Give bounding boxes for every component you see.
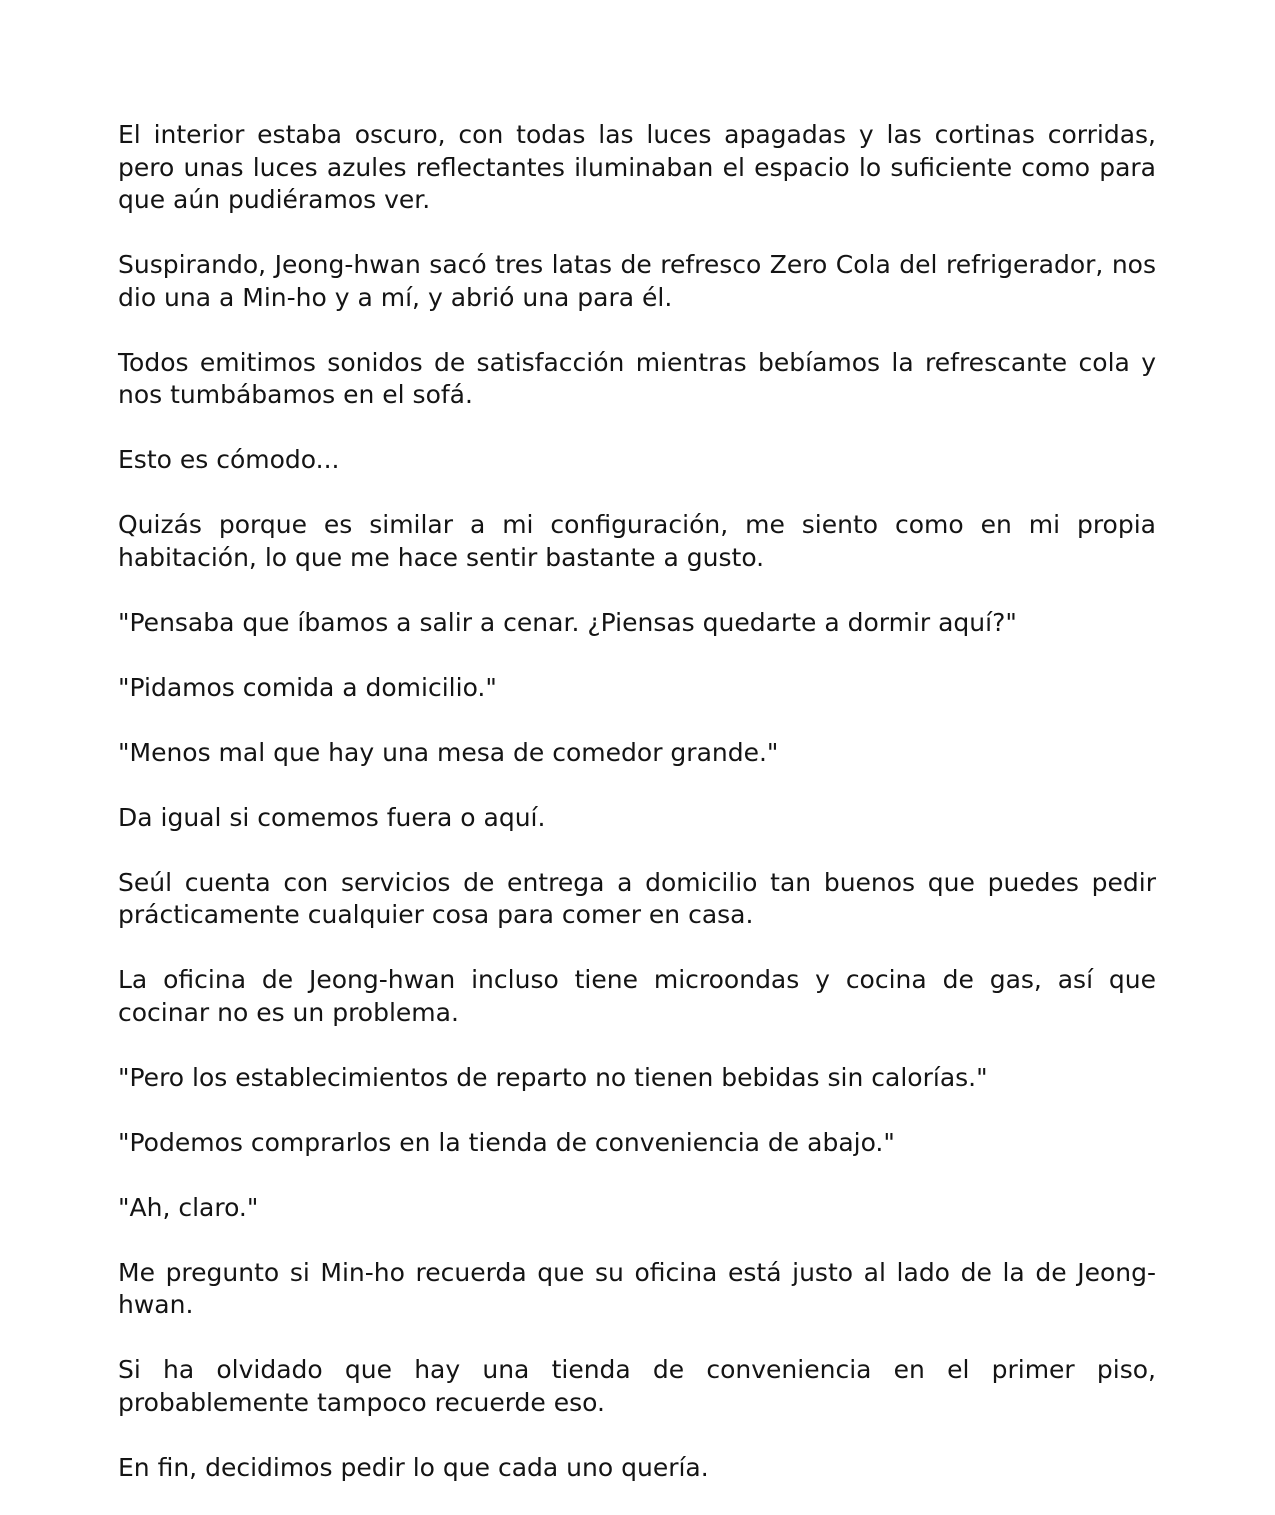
dialogue-line: "Menos mal que hay una mesa de comedor grande." bbox=[118, 737, 779, 767]
paragraph: En fin, decidimos pedir lo que cada uno quería. bbox=[118, 1452, 709, 1482]
paragraph: La oficina de Jeong-hwan incluso tiene microondas y cocina de gas, así que cocinar no es un problema. bbox=[118, 965, 1156, 1027]
dialogue-line: "Pero los establecimientos de reparto no tienen bebidas sin calorías." bbox=[118, 1062, 988, 1092]
dialogue-line: "Pensaba que íbamos a salir a cenar. ¿Piensas quedarte a dormir aquí?" bbox=[118, 607, 1017, 637]
document-page bbox=[118, 119, 1156, 1484]
dialogue-line: "Ah, claro." bbox=[118, 1192, 259, 1222]
dialogue-line: "Podemos comprarlos en la tienda de conveniencia de abajo." bbox=[118, 1127, 895, 1157]
paragraph: Me pregunto si Min-ho recuerda que su oficina está justo al lado de la de Jeong-hwan. bbox=[118, 1257, 1156, 1319]
paragraph: Esto es cómodo... bbox=[118, 445, 340, 474]
paragraph: Suspirando, Jeong-hwan sacó tres latas de refresco Zero Cola del refrigerador, nos dio una a Min-ho y a mí, y abrió una para él. bbox=[118, 250, 1156, 312]
paragraph: Seúl cuenta con servicios de entrega a domicilio tan buenos que puedes pedir prácticamente cualquier cosa para comer en casa. bbox=[118, 867, 1156, 929]
paragraph: Todos emitimos sonidos de satisfacción mientras bebíamos la refrescante cola y nos tumbábamos en el sofá. bbox=[118, 347, 1156, 409]
paragraph: Si ha olvidado que hay una tienda de conveniencia en el primer piso, probablemente tampoco recuerde eso. bbox=[118, 1355, 1156, 1417]
paragraph: Da igual si comemos fuera o aquí. bbox=[118, 802, 546, 832]
dialogue-line: "Pidamos comida a domicilio." bbox=[118, 672, 497, 702]
paragraph: Quizás porque es similar a mi configuración, me siento como en mi propia habitación, lo que me hace sentir bastante a gusto. bbox=[118, 510, 1156, 572]
paragraph: El interior estaba oscuro, con todas las luces apagadas y las cortinas corridas, pero unas luces azules reflectantes iluminaban el espacio lo suficiente como para que aún pudiéramos ver. bbox=[118, 120, 1156, 214]
